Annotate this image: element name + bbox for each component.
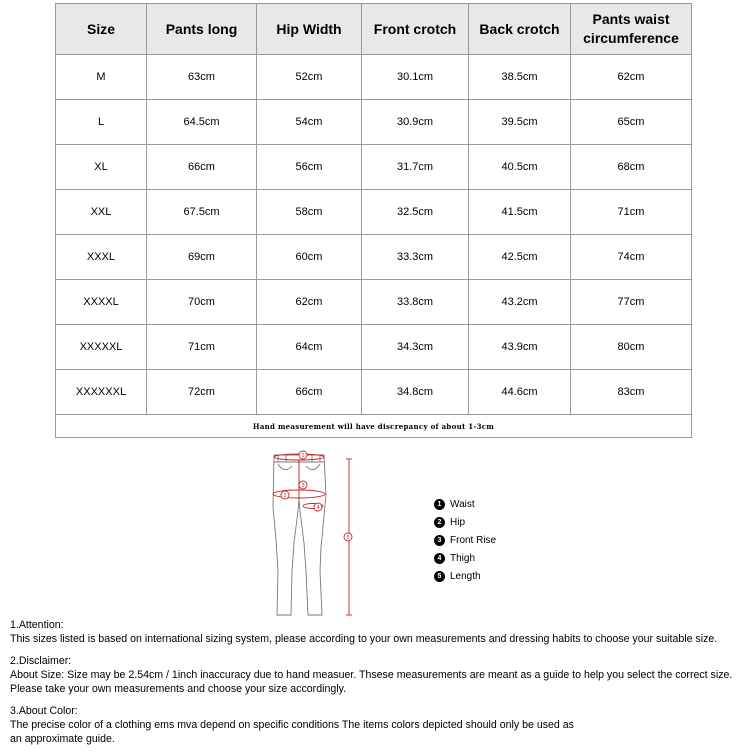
table-row xyxy=(56,145,692,190)
table-footnote: Hand measurement will have discrepancy of about 1-3cm xyxy=(56,415,692,438)
cell-waist: 68cm xyxy=(571,145,692,190)
note-title: 3.About Color: xyxy=(10,705,78,717)
table-row xyxy=(56,235,692,280)
header-front-crotch: Front crotch xyxy=(362,4,469,55)
header-back-crotch: Back crotch xyxy=(469,4,571,55)
cell-back-crotch: 43.2cm xyxy=(469,280,571,325)
cell-waist: 77cm xyxy=(571,280,692,325)
cell-size: XXXL xyxy=(56,235,147,280)
marker-label-2: 2 xyxy=(283,493,287,499)
legend-label: Waist xyxy=(450,498,475,510)
cell-pants-long: 63cm xyxy=(147,55,257,100)
cell-back-crotch: 39.5cm xyxy=(469,100,571,145)
legend-item-hip xyxy=(434,513,496,531)
cell-back-crotch: 44.6cm xyxy=(469,370,571,415)
legend-item-waist xyxy=(434,495,496,513)
cell-back-crotch: 38.5cm xyxy=(469,55,571,100)
table-footnote-row xyxy=(56,415,692,438)
table-row xyxy=(56,325,692,370)
note-line: This sizes listed is based on international sizing system, please according to your own measurements and dressing habits to choose your suitable size. xyxy=(10,633,718,645)
cell-pants-long: 64.5cm xyxy=(147,100,257,145)
pants-outline xyxy=(273,455,326,615)
cell-back-crotch: 43.9cm xyxy=(469,325,571,370)
legend-label: Front Rise xyxy=(450,534,497,546)
marker-label-1: 1 xyxy=(301,453,305,459)
table-row xyxy=(56,100,692,145)
legend-item-length xyxy=(434,567,496,585)
cell-pants-long: 66cm xyxy=(147,145,257,190)
legend-item-thigh xyxy=(434,549,496,567)
cell-waist: 83cm xyxy=(571,370,692,415)
note-line: Please take your own measurements and choose your size accordingly. xyxy=(10,683,347,695)
legend-number-badge: 1 xyxy=(434,499,445,510)
table-row xyxy=(56,55,692,100)
cell-front-crotch: 30.9cm xyxy=(362,100,469,145)
table-row xyxy=(56,190,692,235)
pants-measurement-diagram xyxy=(260,447,370,619)
legend-label: Hip xyxy=(450,516,466,528)
legend-label: Thigh xyxy=(450,552,476,564)
header-size: Size xyxy=(56,4,147,55)
cell-front-crotch: 34.8cm xyxy=(362,370,469,415)
header-waist-circumference: Pants waist circumference xyxy=(571,4,692,55)
marker-label-3: 3 xyxy=(301,483,305,489)
cell-waist: 71cm xyxy=(571,190,692,235)
cell-size: M xyxy=(56,55,147,100)
cell-size: XXXXXXL xyxy=(56,370,147,415)
cell-size: XXXXXL xyxy=(56,325,147,370)
cell-back-crotch: 41.5cm xyxy=(469,190,571,235)
note-attention xyxy=(10,618,745,646)
table-row xyxy=(56,280,692,325)
cell-front-crotch: 33.3cm xyxy=(362,235,469,280)
note-title: 2.Disclaimer: xyxy=(10,655,72,667)
cell-pants-long: 71cm xyxy=(147,325,257,370)
cell-front-crotch: 32.5cm xyxy=(362,190,469,235)
measure-markers xyxy=(281,451,352,541)
cell-pants-long: 69cm xyxy=(147,235,257,280)
note-line: About Size: Size may be 2.54cm / 1inch inaccuracy due to hand measuer. Thsese measurements are meant as a guide to help you select the correct size. xyxy=(10,669,733,681)
header-pants-long: Pants long xyxy=(147,4,257,55)
note-disclaimer xyxy=(10,654,745,696)
cell-pants-long: 72cm xyxy=(147,370,257,415)
cell-size: XL xyxy=(56,145,147,190)
legend-label: Length xyxy=(450,570,481,582)
note-line: The precise color of a clothing ems mva depend on specific conditions The items colors depicted should only be used as xyxy=(10,719,574,731)
cell-back-crotch: 42.5cm xyxy=(469,235,571,280)
cell-hip-width: 64cm xyxy=(257,325,362,370)
marker-label-5: 5 xyxy=(346,535,350,541)
cell-front-crotch: 30.1cm xyxy=(362,55,469,100)
legend-number-badge: 3 xyxy=(434,535,445,546)
cell-hip-width: 66cm xyxy=(257,370,362,415)
note-about-color xyxy=(10,704,745,746)
cell-waist: 65cm xyxy=(571,100,692,145)
size-chart-table xyxy=(55,3,692,438)
cell-front-crotch: 33.8cm xyxy=(362,280,469,325)
cell-front-crotch: 34.3cm xyxy=(362,325,469,370)
cell-hip-width: 56cm xyxy=(257,145,362,190)
legend-item-front-rise xyxy=(434,531,496,549)
cell-pants-long: 70cm xyxy=(147,280,257,325)
measurement-legend xyxy=(434,495,496,585)
legend-number-badge: 2 xyxy=(434,517,445,528)
cell-hip-width: 54cm xyxy=(257,100,362,145)
cell-hip-width: 52cm xyxy=(257,55,362,100)
cell-size: XXXXL xyxy=(56,280,147,325)
cell-waist: 74cm xyxy=(571,235,692,280)
header-hip-width: Hip Width xyxy=(257,4,362,55)
cell-size: XXL xyxy=(56,190,147,235)
cell-pants-long: 67.5cm xyxy=(147,190,257,235)
cell-waist: 80cm xyxy=(571,325,692,370)
note-line: an approximate guide. xyxy=(10,733,115,745)
cell-hip-width: 62cm xyxy=(257,280,362,325)
cell-hip-width: 60cm xyxy=(257,235,362,280)
cell-hip-width: 58cm xyxy=(257,190,362,235)
cell-waist: 62cm xyxy=(571,55,692,100)
note-title: 1.Attention: xyxy=(10,619,64,631)
cell-back-crotch: 40.5cm xyxy=(469,145,571,190)
cell-front-crotch: 31.7cm xyxy=(362,145,469,190)
measure-lines xyxy=(273,454,352,615)
table-row xyxy=(56,370,692,415)
legend-number-badge: 5 xyxy=(434,571,445,582)
marker-label-4: 4 xyxy=(316,505,320,511)
cell-size: L xyxy=(56,100,147,145)
table-header-row xyxy=(56,4,692,55)
notes-section xyxy=(10,618,745,754)
legend-number-badge: 4 xyxy=(434,553,445,564)
